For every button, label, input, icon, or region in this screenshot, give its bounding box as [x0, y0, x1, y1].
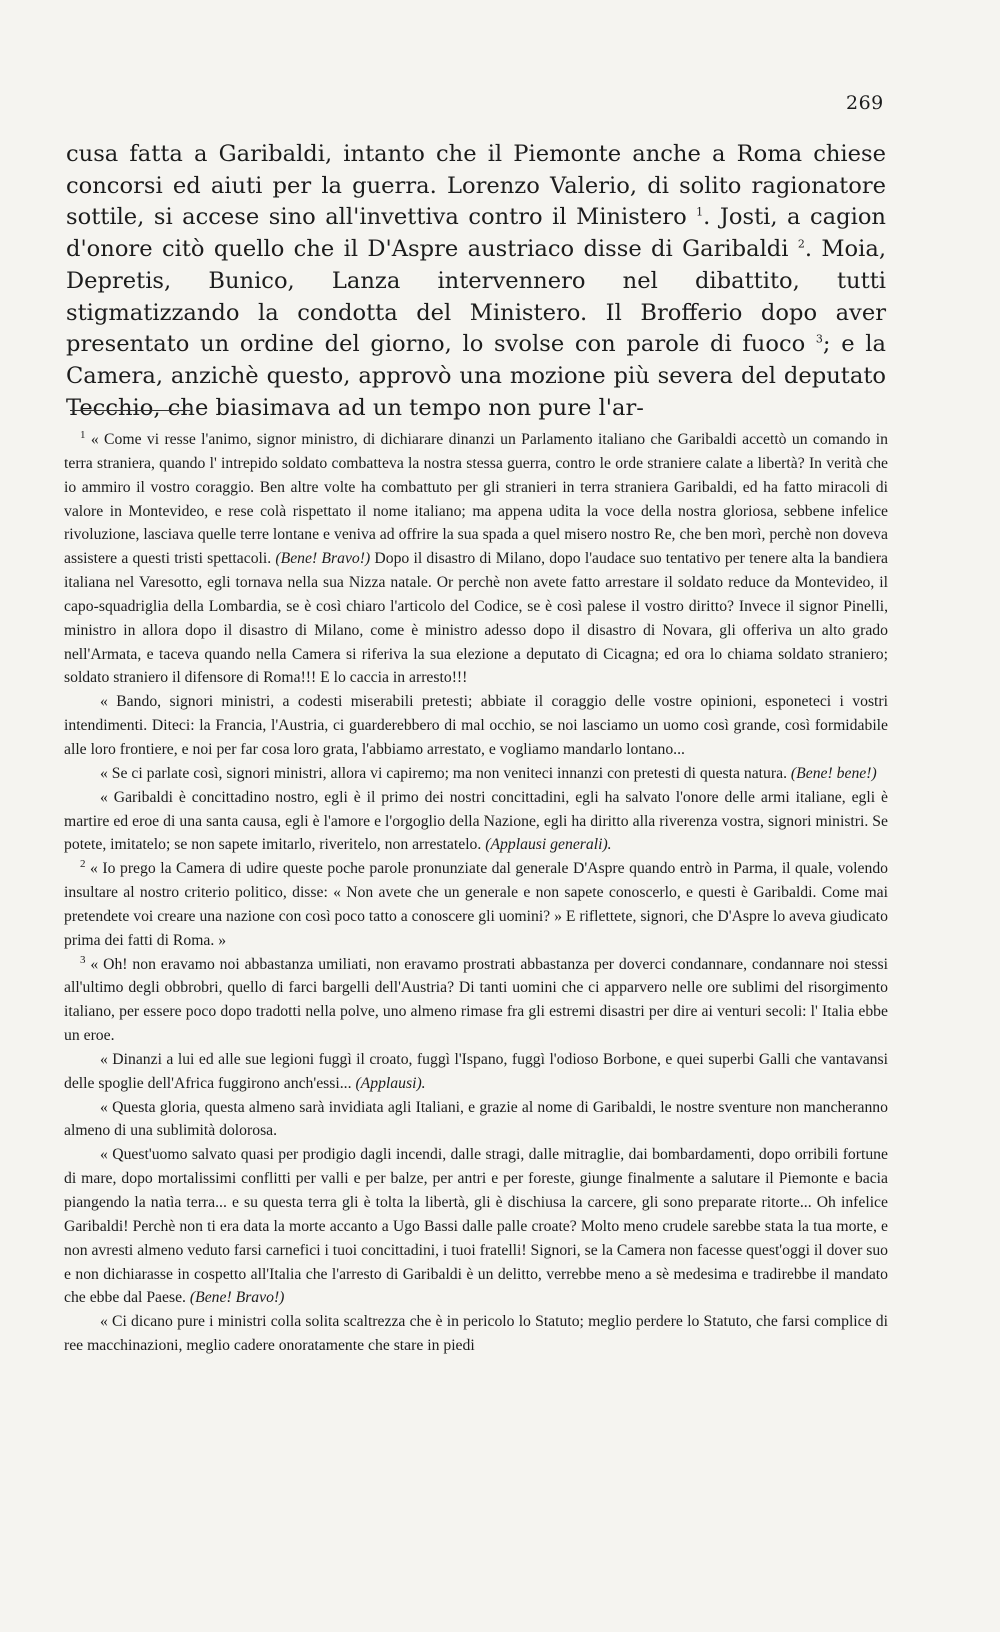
- main-text-part: . Josti, a cagion d'onore citò quello che il D'Aspre austriaco disse di Garibaldi: [66, 204, 886, 263]
- footnote-3-paragraph: « Ci dicano pure i ministri colla solita scaltrezza che è in pericolo lo Statuto; meglio perdere lo Statuto, che farsi complice di ree macchinazioni, meglio cadere onoratamente che stare in piedi: [64, 1313, 888, 1355]
- main-text-part: ; e la Camera, anzichè questo, approvò una mozione più severa del deputato Tecchio, che biasimava ad un tempo non pure l'ar-: [66, 331, 886, 421]
- footnote-ref: 1: [696, 205, 704, 219]
- main-text-part: cusa fatta a Garibaldi, intanto che il Piemonte anche a Roma chiese concorsi ed aiuti per la guerra. Lorenzo Valerio, di solito ragionatore sottile, si accese sino all'invettiva contro il Ministero: [66, 141, 886, 231]
- footnote-text: « Oh! non eravamo noi abbastanza umiliati, non eravamo prostrati abbastanza per doverci condannare, condannare noi stessi all'ultimo degli obbrobri, quello di farci bargelli dell'Austria? Di tanti uomini che ci apparvero nelle ore sublimi del risorgimento italiano, per essere poco dopo tradotti nella polve, uno almeno rimase fra gli estremi disastri per dire ai venturi secoli: l' Italia ebbe un eroe.: [64, 955, 889, 1045]
- footnote-text: « Come vi resse l'animo, signor ministro, di dichiarare dinanzi un Parlamento italiano che Garibaldi accettò un comando in terra straniera, quando l' intrepido soldato combatteva la nostra stessa guerra, contro le orde straniere calate a libertà? In verità che io ammiro il vostro coraggio. Ben altre volte ha combattuto per gli stranieri in terra straniera Garibaldi, ed ha fatto miracoli di valore in Montevideo, e rese colà rispettato il nome italiano; ma appena udita la voce della nostra gloriosa, sebbene infelice rivoluzione, lasciava quelle terre lontane e veniva ad offrire la sua spada a quel misero nostro Re, che ben morì, perchè non doveva assistere a questi tristi spettacoli.: [64, 431, 888, 568]
- footnote-3: [64, 953, 888, 1048]
- footnote-text: « Dinanzi a lui ed alle sue legioni fuggì il croato, fuggì l'Ispano, fuggì l'odioso Borbone, e quei superbi Galli che vantavansi delle spoglie dell'Africa fuggirono anch'essi...: [64, 1050, 888, 1092]
- footnote-emphasis: (Bene! bene!): [790, 764, 877, 782]
- footnote-2: [64, 857, 888, 952]
- footnotes: [64, 428, 888, 1358]
- footnote-ref: 2: [797, 237, 805, 251]
- footnote-mark: 3: [80, 953, 86, 966]
- footnote-text: « Se ci parlate così, signori ministri, allora vi capiremo; ma non veniteci innanzi con pretesti di questa natura.: [100, 764, 791, 782]
- footnote-text: « Quest'uomo salvato quasi per prodigio dagli incendi, dalle stragi, dalle mitraglie, dai bombardamenti, dopo orribili fortune di mare, dopo mortalissimi conflitti per valli e per balze, per antri e per foreste, giunge finalmente a salutare il Piemonte e bacia piangendo la natìa terra... e su questa terra gli è tolta la libertà, gli è dischiusa la carcere, gli sono preparate ritorte... Oh infelice Garibaldi! Perchè non ti era data la morte accanto a Ugo Bassi dalle palle croate? Molto meno crudele sarebbe stata la tua morte, e non avresti almeno veduto farsi carnefici i tuoi concittadini, i tuoi fratelli! Signori, se la Camera non facesse quest'oggi il dover suo e non dichiarasse in cospetto all'Italia che l'arresto di Garibaldi è un delitto, verrebbe meno a sè medesima e tradirebbe il mandato che ebbe dal Paese.: [64, 1146, 889, 1307]
- footnote-emphasis: (Bene! Bravo!): [189, 1289, 285, 1307]
- footnote-text: Dopo il disastro di Milano, dopo l'audace suo tentativo per tenere alta la bandiera italiana nel Varesotto, egli tornava nella sua Nizza natale. Or perchè non avete fatto arrestare il soldato reduce da Montevideo, il capo-squadriglia della Lombardia, se è così chiaro l'articolo del Codice, se è così palese il vostro diritto? Invece il signor Pinelli, ministro in allora dopo il disastro di Milano, come è ministro adesso dopo il disastro di Novara, gli offeriva un alto grado nell'Armata, e taceva quando nella Camera si riferiva la sua elezione a deputato di Cicagna; ed ora lo chiama soldato straniero; soldato straniero il difensore di Roma!!! E lo caccia in arresto!!!: [64, 550, 888, 687]
- footnote-1-paragraph: « Bando, signori ministri, a codesti miserabili pretesti; abbiate il coraggio delle vostre opinioni, esponeteci i vostri intendimenti. Diteci: la Francia, l'Austria, ci guarderebbero di mal occhio, se noi lasciamo un uomo così grande, così formidabile alle loro frontiere, e noi per far cosa loro grata, l'abbiamo arrestato, e vogliamo mandarlo lontano...: [64, 693, 888, 758]
- footnote-text: « Io prego la Camera di udire queste poche parole pronunziate dal generale D'Aspre quando entrò in Parma, il quale, volendo insultare al nostro criterio politico, disse: « Non avete che un generale e non sapete conoscerlo, e questi è Garibaldi. Come mai pretendete voi creare una nazione con così poco tatto a conoscere gli uomini? » E riflettete, signori, che D'Aspre lo aveva giudicato prima dei fatti di Roma. »: [64, 860, 889, 949]
- footnote-1-paragraph: [64, 762, 888, 786]
- footnote-separator: [70, 410, 190, 411]
- footnote-emphasis: (Applausi generali).: [485, 836, 612, 854]
- footnote-1-paragraph: [64, 786, 888, 858]
- footnote-emphasis: (Applausi).: [355, 1074, 426, 1092]
- footnote-ref: 3: [815, 332, 823, 346]
- page-number: 269: [846, 92, 884, 114]
- footnote-1: [64, 428, 888, 690]
- footnote-3-paragraph: « Questa gloria, questa almeno sarà invidiata agli Italiani, e grazie al nome di Garibaldi, le nostre sventure non mancheranno almeno di una sublimità dolorosa.: [64, 1098, 888, 1140]
- footnote-mark: 2: [80, 857, 86, 870]
- main-paragraph: [66, 139, 886, 424]
- footnote-emphasis: (Bene! Bravo!): [275, 550, 371, 568]
- main-text-part: . Moia, Depretis, Bunico, Lanza intervennero nel dibattito, tutti stigmatizzando la condotta del Ministero. Il Brofferio dopo aver presentato un ordine del giorno, lo svolse con parole di fuoco: [66, 236, 886, 358]
- footnote-text: « Garibaldi è concittadino nostro, egli è il primo dei nostri concittadini, egli ha salvato l'onore delle armi italiane, egli è martire ed eroe di una santa causa, egli è l'amore e l'orgoglio della Nazione, egli ha diritto alla riverenza vostra, signori ministri. Se potete, imitatelo; se non sapete imitarlo, riveritelo, non arrestatelo.: [64, 788, 888, 854]
- footnote-3-paragraph: [64, 1143, 888, 1310]
- footnote-3-paragraph: [64, 1048, 888, 1096]
- footnote-mark: 1: [80, 428, 86, 441]
